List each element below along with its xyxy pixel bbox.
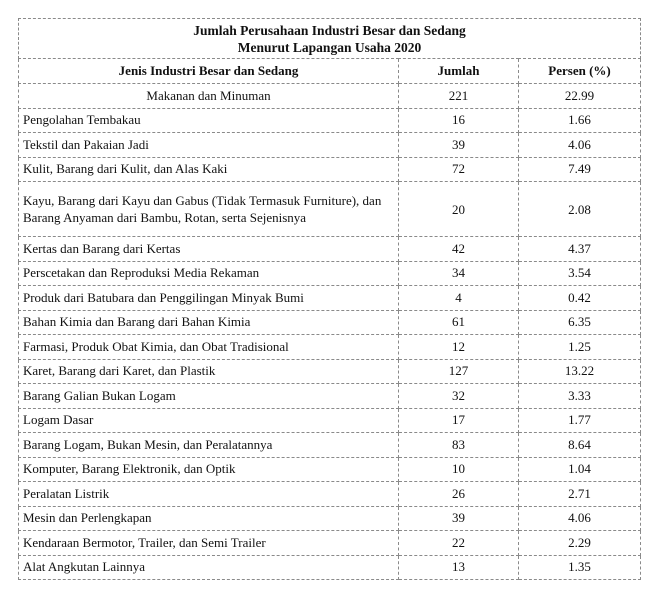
industry-name: Barang Logam, Bukan Mesin, dan Peralatannya [19, 433, 399, 458]
industry-name: Produk dari Batubara dan Penggilingan Minyak Bumi [19, 286, 399, 311]
table-title-line2: Menurut Lapangan Usaha 2020 [237, 40, 422, 55]
industry-percent: 1.25 [519, 335, 641, 360]
industry-name: Karet, Barang dari Karet, dan Plastik [19, 359, 399, 384]
industry-table [18, 18, 641, 580]
industry-count: 61 [399, 310, 519, 335]
industry-percent: 8.64 [519, 433, 641, 458]
industry-percent: 4.37 [519, 237, 641, 262]
industry-name: Logam Dasar [19, 408, 399, 433]
header-industry: Jenis Industri Besar dan Sedang [19, 59, 399, 84]
industry-name: Kendaraan Bermotor, Trailer, dan Semi Trailer [19, 531, 399, 556]
table-title [19, 19, 641, 59]
table-row [19, 84, 641, 109]
industry-percent: 2.71 [519, 482, 641, 507]
industry-name: Perscetakan dan Reproduksi Media Rekaman [19, 261, 399, 286]
table-row [19, 182, 641, 237]
industry-percent: 2.29 [519, 531, 641, 556]
table-row [19, 506, 641, 531]
industry-name: Alat Angkutan Lainnya [19, 555, 399, 580]
industry-count: 127 [399, 359, 519, 384]
table-row [19, 133, 641, 158]
industry-percent: 7.49 [519, 157, 641, 182]
industry-name: Kulit, Barang dari Kulit, dan Alas Kaki [19, 157, 399, 182]
industry-name: Makanan dan Minuman [19, 84, 399, 109]
industry-count: 10 [399, 457, 519, 482]
industry-count: 72 [399, 157, 519, 182]
table-row [19, 482, 641, 507]
header-percent: Persen (%) [519, 59, 641, 84]
industry-count: 32 [399, 384, 519, 409]
industry-percent: 22.99 [519, 84, 641, 109]
table-row [19, 157, 641, 182]
table-row [19, 108, 641, 133]
industry-count: 42 [399, 237, 519, 262]
table-title-line1: Jumlah Perusahaan Industri Besar dan Sedang [193, 23, 466, 38]
industry-percent: 6.35 [519, 310, 641, 335]
industry-percent: 3.54 [519, 261, 641, 286]
table-row [19, 384, 641, 409]
header-count: Jumlah [399, 59, 519, 84]
table-row [19, 335, 641, 360]
industry-percent: 4.06 [519, 133, 641, 158]
industry-name: Farmasi, Produk Obat Kimia, dan Obat Tradisional [19, 335, 399, 360]
industry-percent: 1.04 [519, 457, 641, 482]
industry-name: Tekstil dan Pakaian Jadi [19, 133, 399, 158]
industry-count: 34 [399, 261, 519, 286]
industry-count: 26 [399, 482, 519, 507]
table-row [19, 310, 641, 335]
industry-count: 4 [399, 286, 519, 311]
industry-count: 20 [399, 182, 519, 237]
industry-percent: 1.66 [519, 108, 641, 133]
industry-name: Pengolahan Tembakau [19, 108, 399, 133]
industry-count: 83 [399, 433, 519, 458]
industry-percent: 2.08 [519, 182, 641, 237]
industry-percent: 13.22 [519, 359, 641, 384]
table-row [19, 359, 641, 384]
industry-count: 221 [399, 84, 519, 109]
industry-percent: 4.06 [519, 506, 641, 531]
industry-percent: 1.77 [519, 408, 641, 433]
industry-count: 39 [399, 506, 519, 531]
industry-name: Bahan Kimia dan Barang dari Bahan Kimia [19, 310, 399, 335]
industry-name: Komputer, Barang Elektronik, dan Optik [19, 457, 399, 482]
table-row [19, 286, 641, 311]
industry-name: Mesin dan Perlengkapan [19, 506, 399, 531]
industry-count: 12 [399, 335, 519, 360]
industry-name: Barang Galian Bukan Logam [19, 384, 399, 409]
industry-count: 13 [399, 555, 519, 580]
industry-count: 22 [399, 531, 519, 556]
table-header-row [19, 59, 641, 84]
industry-name: Kertas dan Barang dari Kertas [19, 237, 399, 262]
table-row [19, 408, 641, 433]
table-row [19, 237, 641, 262]
table-row [19, 531, 641, 556]
industry-percent: 1.35 [519, 555, 641, 580]
industry-percent: 3.33 [519, 384, 641, 409]
industry-name: Kayu, Barang dari Kayu dan Gabus (Tidak Termasuk Furniture), dan Barang Anyaman dari Bambu, Rotan, serta Sejenisnya [19, 182, 399, 237]
industry-count: 16 [399, 108, 519, 133]
industry-name: Peralatan Listrik [19, 482, 399, 507]
industry-percent: 0.42 [519, 286, 641, 311]
industry-count: 39 [399, 133, 519, 158]
table-caption-row [19, 19, 641, 59]
table-row [19, 555, 641, 580]
table-row [19, 433, 641, 458]
table-row [19, 457, 641, 482]
table-row [19, 261, 641, 286]
industry-count: 17 [399, 408, 519, 433]
